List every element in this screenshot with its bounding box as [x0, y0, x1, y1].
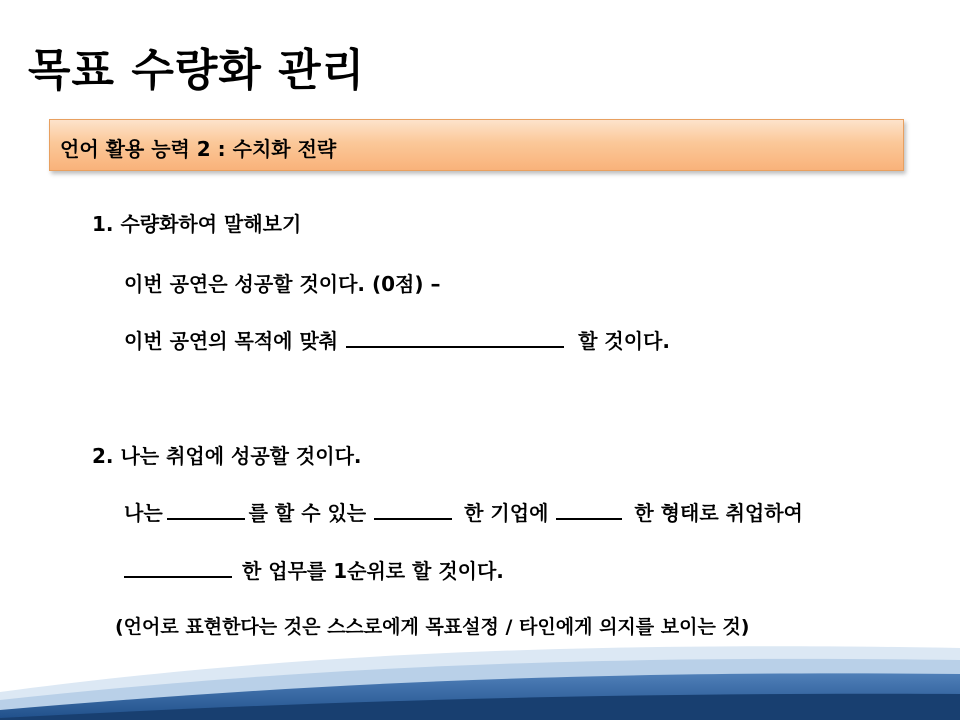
section2-line1: [124, 497, 803, 526]
section1-heading: 1. 수량화하여 말해보기: [92, 212, 302, 236]
section2-line2-after: 한 업무를 1순위로 할 것이다.: [242, 559, 504, 583]
slide-title: 목표 수량화 관리: [28, 45, 366, 96]
section2-note: (언어로 표현한다는 것은 스스로에게 목표설정 / 타인에게 의지를 보이는 것): [115, 616, 750, 638]
fill-in-blank: [167, 500, 245, 520]
subtitle-banner: [49, 119, 904, 171]
fill-in-blank: [124, 558, 232, 578]
section2-line1-a: 나는: [124, 501, 163, 525]
fill-in-blank: [346, 328, 564, 348]
section1-line1: 이번 공연은 성공할 것이다. (0점) –: [124, 272, 441, 296]
subtitle-banner-text: 언어 활용 능력 2 : 수치화 전략: [60, 137, 337, 161]
section2-line1-d: 한 형태로 취업하여: [634, 501, 803, 525]
footer-wave-decoration: [0, 630, 960, 720]
section2-heading: 2. 나는 취업에 성공할 것이다.: [92, 444, 362, 468]
section1-line2-after: 할 것이다.: [578, 329, 670, 353]
section1-line2: [124, 325, 670, 354]
fill-in-blank: [556, 500, 622, 520]
section2-line1-b: 를 할 수 있는: [248, 501, 367, 525]
section2-line2: [124, 555, 504, 584]
section2-line1-c: 한 기업에: [464, 501, 549, 525]
fill-in-blank: [374, 500, 452, 520]
section1-line2-before: 이번 공연의 목적에 맞춰: [124, 329, 339, 353]
